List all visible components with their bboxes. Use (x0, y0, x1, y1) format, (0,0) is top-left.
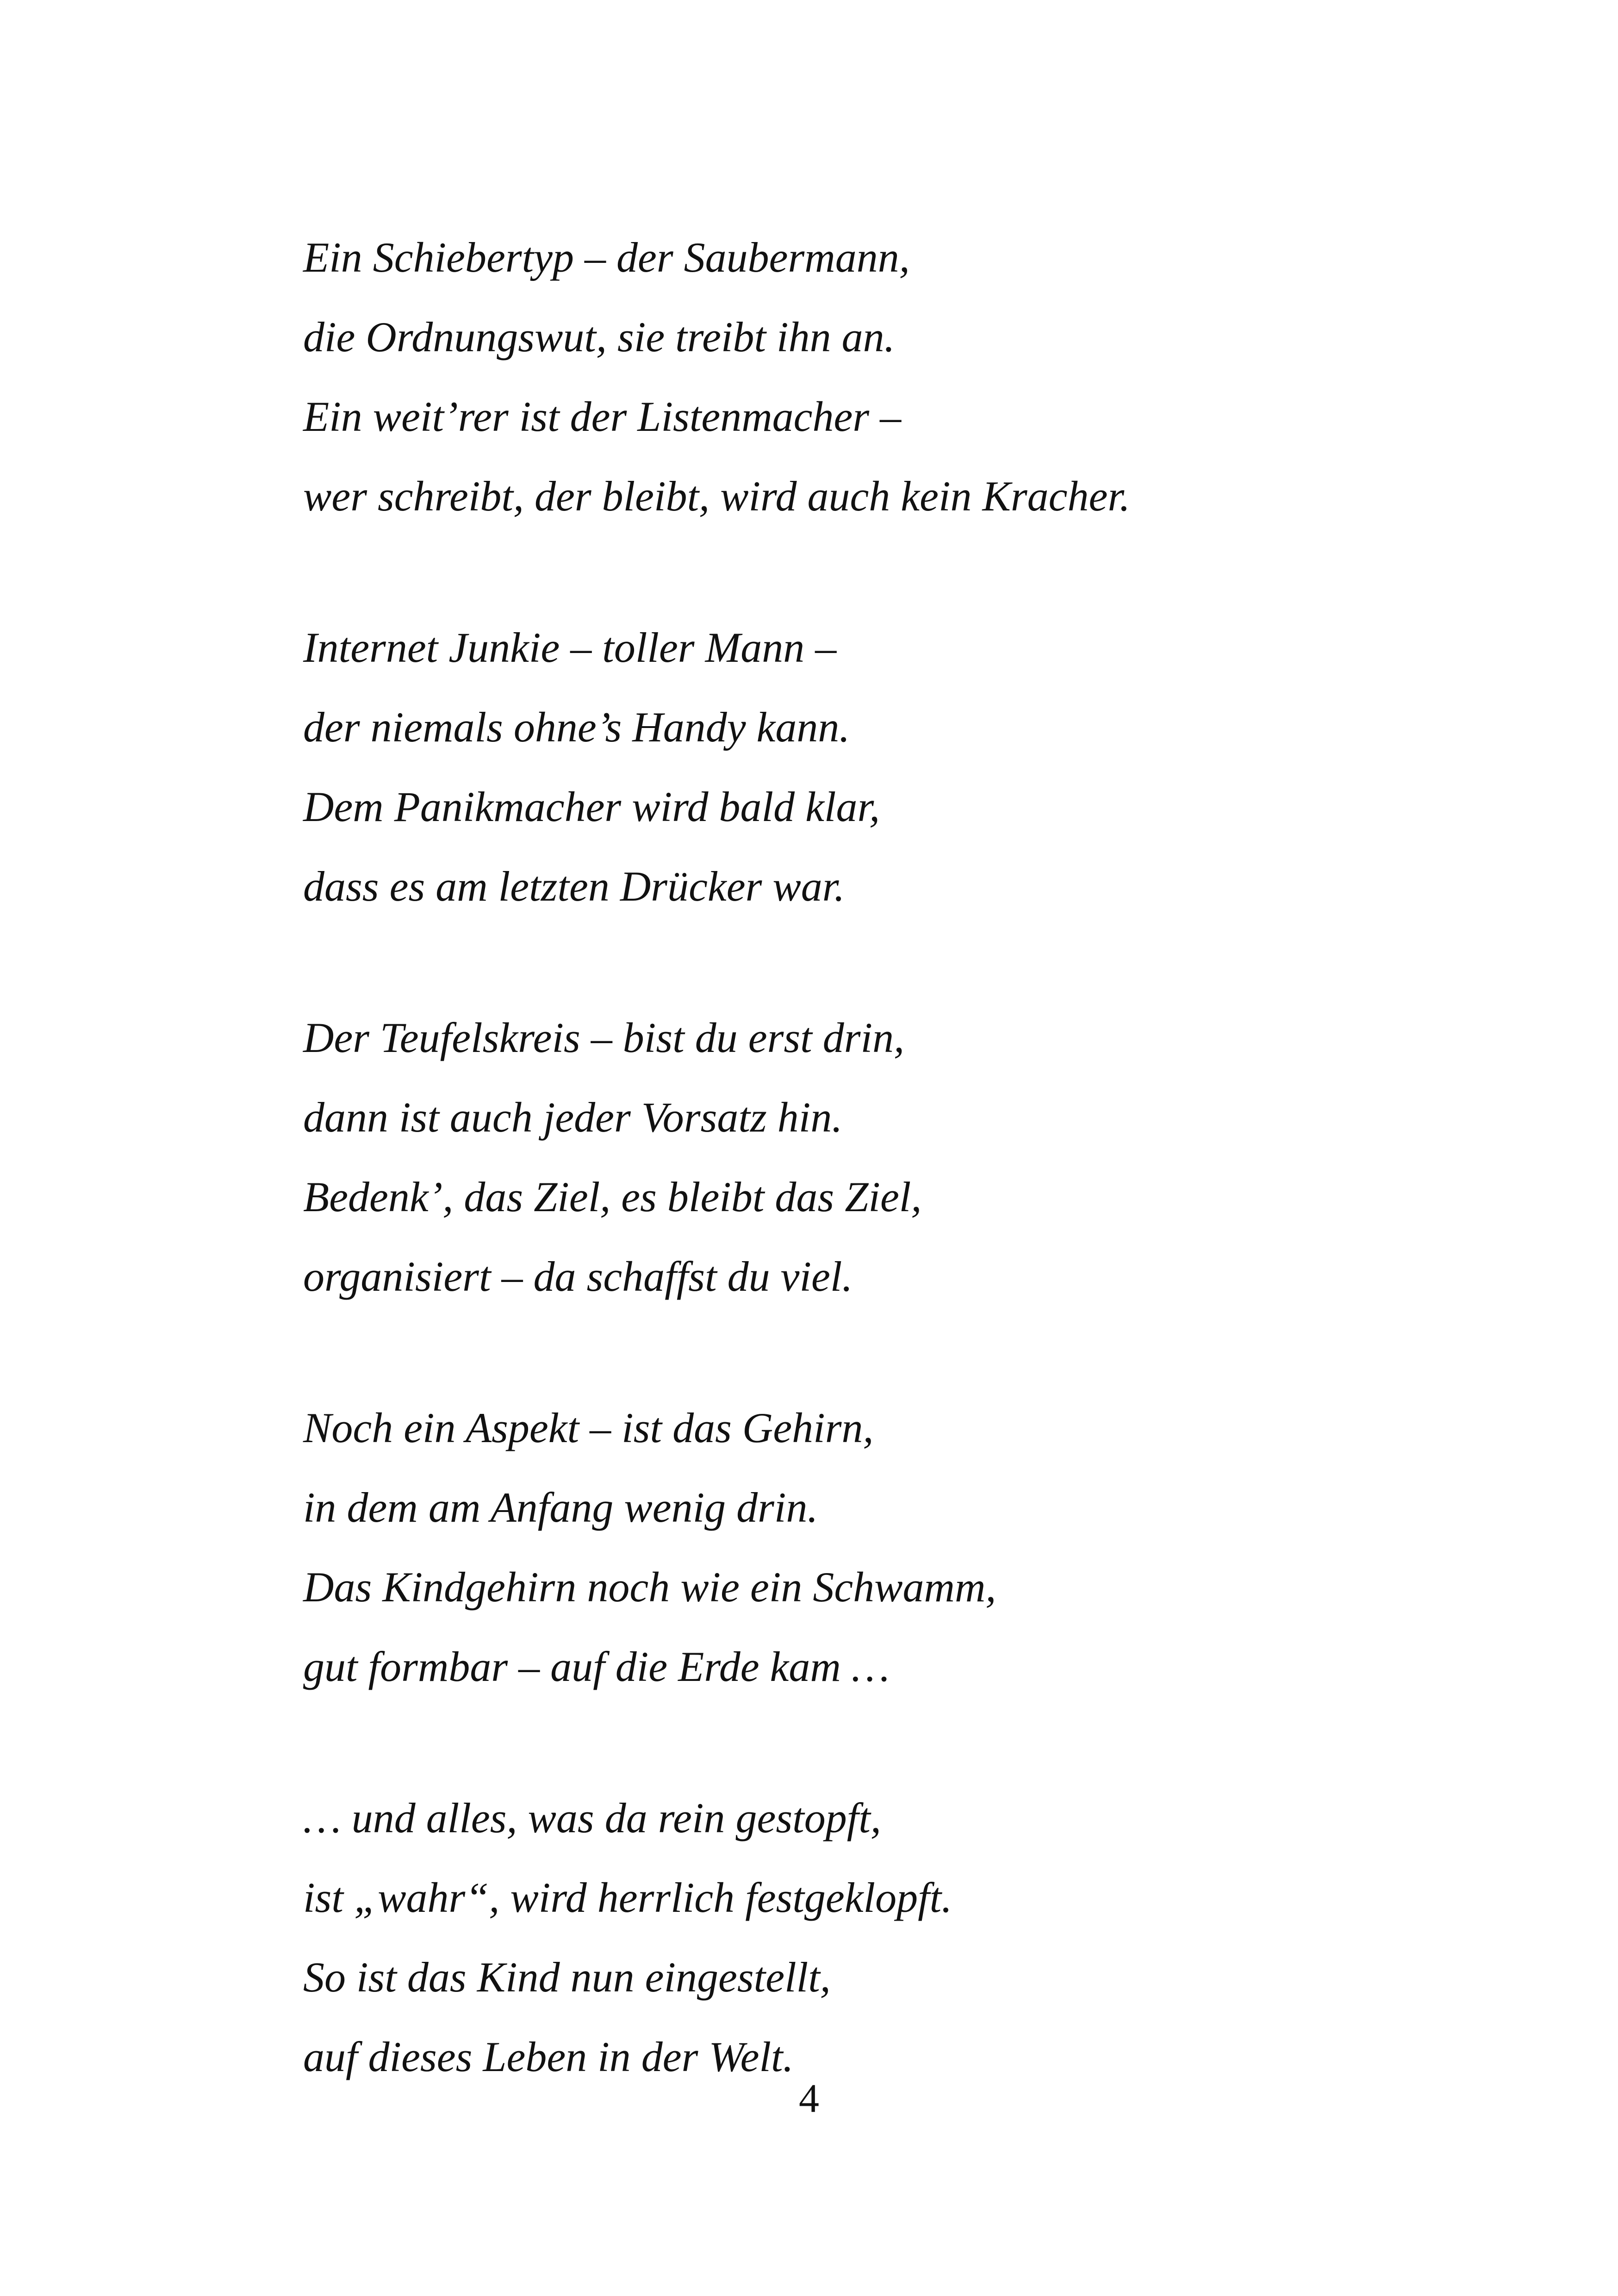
poem-line: Dem Panikmacher wird bald klar, (303, 783, 880, 830)
stanza-2 (303, 608, 1414, 926)
poem-line: So ist das Kind nun eingestellt, (303, 1954, 831, 2001)
stanza-1 (303, 218, 1414, 536)
poem-line: die Ordnungswut, sie treibt ihn an. (303, 313, 895, 361)
stanza-5 (303, 1778, 1414, 2097)
poem-line: in dem am Anfang wenig drin. (303, 1484, 818, 1531)
poem-line: wer schreibt, der bleibt, wird auch kein Kracher. (303, 473, 1130, 520)
stanza-3 (303, 998, 1414, 1316)
poem-body (303, 218, 1414, 2168)
page-number: 4 (799, 2076, 819, 2121)
poem-line: auf dieses Leben in der Welt. (303, 2033, 794, 2080)
poem-line: organisiert – da schaffst du viel. (303, 1253, 853, 1300)
poem-line: Internet Junkie – toller Mann – (303, 624, 837, 671)
poem-line: Der Teufelskreis – bist du erst drin, (303, 1014, 905, 1061)
stanza-4 (303, 1388, 1414, 1706)
poem-line: Ein weit’rer ist der Listenmacher – (303, 393, 902, 440)
poem-line: Noch ein Aspekt – ist das Gehirn, (303, 1404, 874, 1451)
poem-line: … und alles, was da rein gestopft, (303, 1794, 881, 1842)
poem-line: dass es am letzten Drücker war. (303, 863, 845, 910)
poem-line: Bedenk’, das Ziel, es bleibt das Ziel, (303, 1173, 922, 1220)
poem-line: dann ist auch jeder Vorsatz hin. (303, 1094, 843, 1141)
poem-line: Das Kindgehirn noch wie ein Schwamm, (303, 1563, 996, 1611)
poem-line: Ein Schiebertyp – der Saubermann, (303, 234, 910, 281)
poem-line: gut formbar – auf die Erde kam … (303, 1643, 890, 1690)
poem-line: ist „wahr“, wird herrlich festgeklopft. (303, 1874, 952, 1921)
poem-line: der niemals ohne’s Handy kann. (303, 703, 850, 751)
